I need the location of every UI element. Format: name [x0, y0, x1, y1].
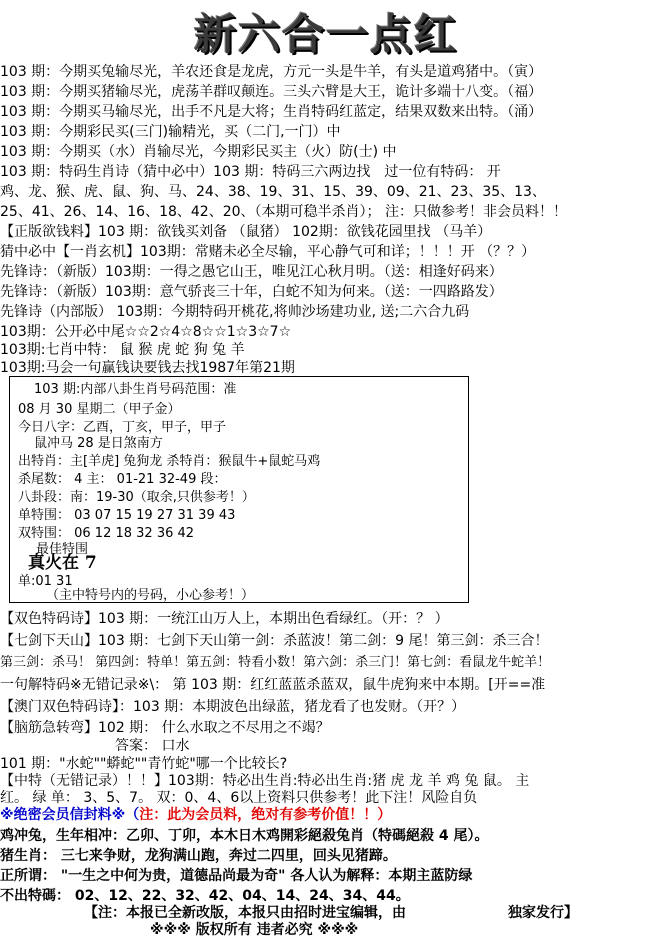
prediction-line: 红。 绿 单： 3、5、7。 双：0、4、6以上资料只供参考！此下注！风险自负 [0, 790, 478, 806]
bold-line: 鸡冲兔，生年相冲：乙卯、丁卯，本木日木鸡開彩絕殺兔肖（特碼絕殺 4 尾）。 [0, 828, 489, 844]
box-note: （主中特号内的号码，小心参考！） [46, 588, 255, 603]
box-single: 单特围： 03 07 15 19 27 31 39 43 [18, 508, 236, 523]
bold-line: 正所谓： "一生之中何为贵，道德品尚最为奇" 各人认为解释：本期主蓝防绿 [0, 868, 473, 884]
prediction-line: 先锋诗（内部版） 103期：今期特码开桃花,将帅沙场建功业, 送;二六合九码 [0, 304, 470, 320]
bold-line: 不出特碼： 02、12、22、32、42、04、14、24、34、44。 [0, 888, 410, 904]
box-date: 08 月 30 星期二（甲子金） [18, 402, 181, 417]
box-header: 103 期:内部八卦生肖号码范围：准 [34, 382, 237, 397]
vip-line [0, 805, 391, 825]
box-clash: 鼠冲马 28 是日煞南方 [34, 436, 163, 451]
prediction-line: 【正版欲钱料】103 期：欲钱买刘备 （鼠猪） 102期：欲钱花园里找 （马羊） [0, 224, 492, 240]
prediction-line: 【澳门双色特码诗】：103 期：本期波色出绿蓝，猪龙看了也发财。（开？） [0, 699, 466, 715]
prediction-line: 一句解特码※无错记录※\： 第 103 期：红红蓝蓝杀蓝双，鼠牛虎狗来中本期。[开==准 [0, 677, 546, 693]
box-out-special: 出特肖：主[羊虎] 兔狗龙 杀特肖：猴鼠牛+鼠蛇马鸡 [18, 454, 321, 469]
prediction-line: 103期:七肖中特： 鼠 猴 虎 蛇 狗 兔 羊 [0, 342, 245, 358]
box-double: 双特围： 06 12 18 32 36 42 [18, 526, 195, 541]
prediction-line: 103 期：今期买马输尽光，出手不凡是大将；生肖特码红蓝定，结果双数来出特。（涌） [0, 104, 543, 120]
prediction-line: 先锋诗：（新版）103期：意气骄丧三十年，白蛇不知为何来。（送：一四路路发） [0, 284, 503, 300]
newspaper-title: 新六合一点红 [193, 10, 458, 59]
prediction-line: 103 期：今期买猪输尽光，虎荡羊群叹颠连。三头六臂是大王，诡计多端十八变。（福） [0, 84, 543, 100]
prediction-line: 103 期：今期彩民买(三门)输精光，买（二门,一门）中 [0, 124, 341, 140]
box-bagua: 八卦段：南：19-30（取余,只供参考！） [18, 490, 255, 505]
bold-line: 猪生肖： 三七来争财，龙狗满山跑，奔过二四里，回头见猪蹄。 [0, 848, 397, 864]
prediction-line: 第三剑：杀马！ 第四剑：特单！第五剑：特看小数！第六剑：杀三门！第七剑：看鼠龙牛蛇羊！ [0, 655, 551, 670]
box-seven-tail: 真火在 7 [28, 553, 97, 573]
prediction-line: 【七剑下天山】103 期：七剑下天山第一剑：杀蓝波！第二剑：9 尾！第三剑：杀三合！ [0, 633, 549, 649]
riddle-answer: 答案： 口水 [115, 738, 190, 754]
box-best: 最佳特围 [36, 542, 89, 557]
prediction-line: 【中特（无错记录）！！】103期：特必出生肖:特必出生肖:猪 虎 龙 羊 鸡 兔 鼠。 主 [0, 773, 530, 789]
copyright: ※※※ 版权所有 违者必究 ※※※ [150, 922, 359, 938]
vip-note: 注：此为会员料，绝对有参考价值！！） [139, 807, 392, 823]
prediction-line: 【双色特码诗】103 期：一统江山万人上，本期出色看绿红。（开：？ ） [0, 611, 449, 627]
prediction-line: 103 期：今期买（水）肖输尽光，今期彩民买主（火）防(士) 中 [0, 144, 397, 160]
prediction-line: 103 期：特码生肖诗（猜中必中）103 期：特码三六两边找 过一位有特码： 开 [0, 164, 501, 180]
footer-note-right: 独家发行】 [508, 905, 578, 921]
bagua-info-box [9, 376, 469, 603]
prediction-line: 101 期："水蛇""蟒蛇""青竹蛇"哪一个比较长? [0, 756, 288, 772]
prediction-line: 103期：公开必中尾☆☆2☆4☆8☆☆1☆3☆7☆ [0, 324, 292, 340]
prediction-line: 鸡、龙、猴、虎、鼠、狗、马、24、38、19、31、15、39、09、21、23、35、13、 [0, 184, 546, 200]
footer-note-left: 【注：本报已全新改版，本报只由招时进宝编辑，由 [84, 905, 406, 921]
box-single2: 单:01 31 [18, 574, 73, 589]
prediction-line: 【脑筋急转弯】102 期： 什么水取之不尽用之不竭？ [0, 720, 330, 736]
prediction-line: 猜中必中【一肖玄机】103期：常赌未必全尽输，平心静气可和详；！！！开 （？？） [0, 244, 536, 260]
vip-label: ※绝密会员信封料※（ [0, 807, 140, 823]
prediction-line: 先锋诗：（新版）103期：一得之愚它山王，唯见江心秋月明。（送：相逢好码来） [0, 264, 503, 280]
box-tail: 杀尾数： 4 主： 01-21 32-49 段： [18, 472, 227, 487]
prediction-line: 103期:马会一句赢钱诀要钱去找1987年第21期 [0, 360, 295, 376]
prediction-line: 103 期：今期买兔输尽光，羊农还食是龙虎，方元一头是牛羊，有头是道鸡猪中。（寅） [0, 64, 543, 80]
box-bazi: 今日八字：乙酉，丁亥，甲子，甲子 [18, 420, 227, 435]
prediction-line: 25、41、26、14、16、18、42、20、（本期可稳半杀肖）； 注：只做参考！非会员料！！ [0, 204, 567, 220]
